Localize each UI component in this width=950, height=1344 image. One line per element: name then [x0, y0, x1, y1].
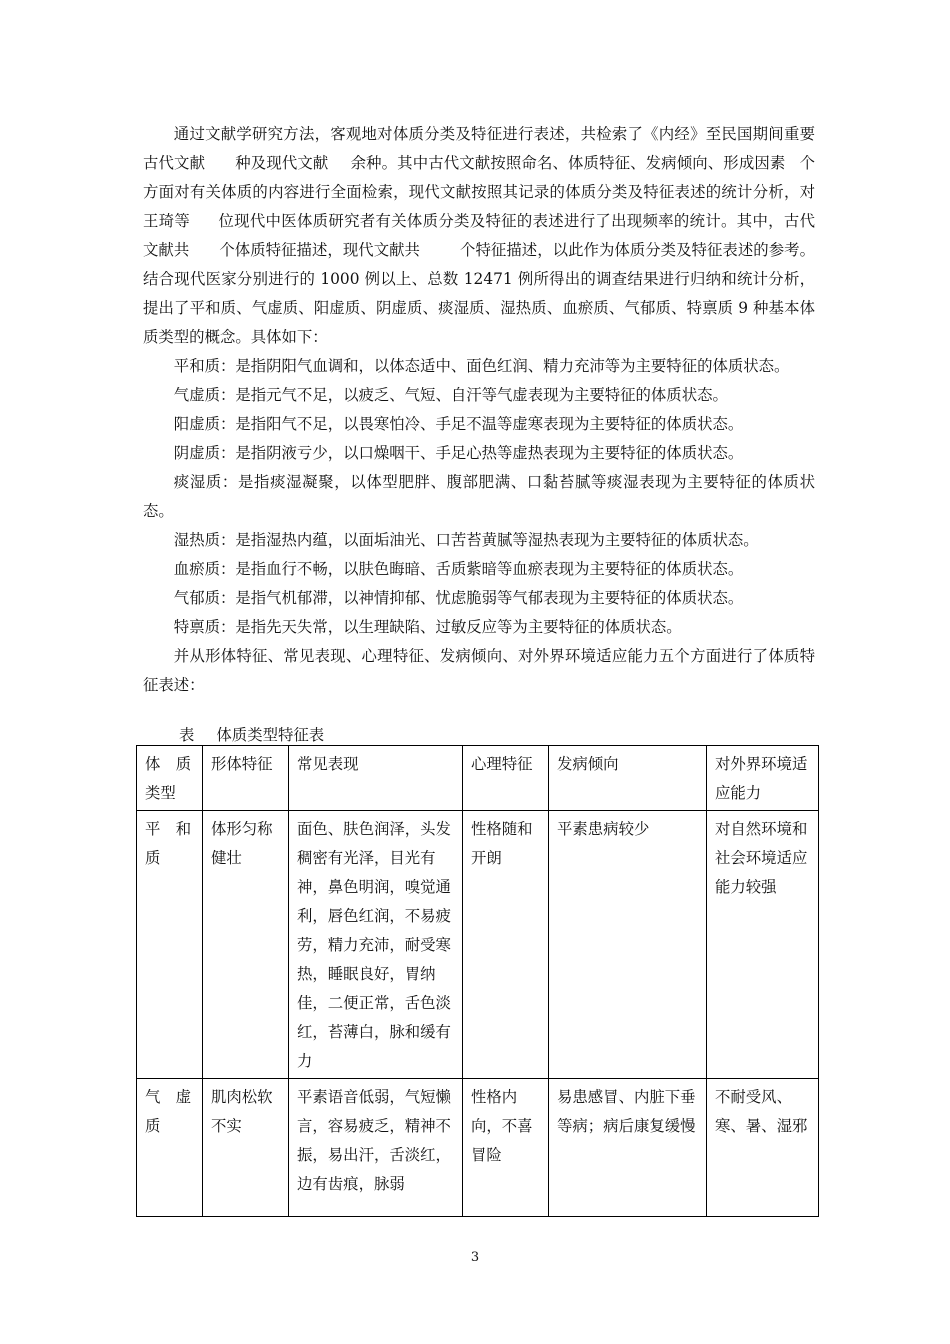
table-header-row: [137, 746, 819, 811]
header-cell: 心理特征: [463, 746, 549, 811]
table-cell: 易患感冒、内脏下垂等病；病后康复缓慢: [549, 1079, 707, 1217]
intro-text: 个方面对有关体质的内容进行全面检索，现代文献按照其记录的体质分类及特征表述的统计分析，对王琦等: [143, 154, 815, 230]
table-cell: 体形匀称健壮: [203, 811, 289, 1079]
caption-title: 体质类型特征表: [216, 726, 325, 744]
intro-text: 余种。其中古代文献按照命名、体质特征、发病倾向、形成因素: [350, 154, 786, 172]
intro-text: 通过文献学研究方法，客观地对体质分类及特征进行表述，共检索了《内经》至民国期间重要古代文献: [143, 125, 815, 172]
page-number: 3: [470, 1250, 480, 1265]
definition-tebing: 特禀质：是指先天失常，以生理缺陷、过敏反应等为主要特征的体质状态。: [173, 618, 682, 636]
header-cell: 形体特征: [203, 746, 289, 811]
table-cell: 性格内向，不喜冒险: [463, 1079, 549, 1217]
definition-qixu: 气虚质：是指元气不足，以疲乏、气短、自汗等气虚表现为主要特征的体质状态。: [173, 386, 728, 404]
intro-text: 种及现代文献: [235, 154, 329, 172]
table-row: [137, 811, 819, 1079]
table-cell: 面色、肤色润泽，头发稠密有光泽，目光有神，鼻色明润，嗅觉通利，唇色红润，不易疲劳，精力充沛，耐受寒热，睡眠良好，胃纳佳，二便正常，舌色淡红，苔薄白，脉和缓有力: [289, 811, 463, 1079]
intro-paragraph: [143, 120, 815, 352]
definition-yangxu: 阳虚质：是指阳气不足，以畏寒怕冷、手足不温等虚寒表现为主要特征的体质状态。: [173, 415, 744, 433]
table-cell: 平素患病较少: [549, 811, 707, 1079]
header-cell: 常见表现: [289, 746, 463, 811]
header-cell: 体 质类型: [137, 746, 203, 811]
body-text: [143, 120, 815, 700]
definition-xueyu: 血瘀质：是指血行不畅，以肤色晦暗、舌质紫暗等血瘀表现为主要特征的体质状态。: [173, 560, 744, 578]
table-cell: 肌肉松软不实: [203, 1079, 289, 1217]
table-cell: 平 和质: [137, 811, 203, 1079]
intro-text: 个特征描述，以此作为体质分类及特征表述的参考。结合现代医家分别进行的 1000 例以上、总数 12471 例所得出的调查结果进行归纳和统计分析，提出了平和质、气虚质、阳虚质、阴虚质、痰湿质、湿热质、血瘀质、气郁质、特禀质 9 种基本体质类型的概念。具体如下：: [143, 241, 815, 346]
closing-paragraph: 并从形体特征、常见表现、心理特征、发病倾向、对外界环境适应能力五个方面进行了体质特征表述：: [143, 647, 815, 694]
definition-pinghe: 平和质：是指阴阳气血调和，以体态适中、面色红润、精力充沛等为主要特征的体质状态。: [173, 357, 790, 375]
intro-text: 位现代中医体质研究者有关体质分类及特征的表述进行了出现频率的统计。其中，古代文献共: [143, 212, 815, 259]
table-cell: 对自然环境和社会环境适应能力较强: [707, 811, 819, 1079]
table-cell: 不耐受风、寒、暑、湿邪: [707, 1079, 819, 1217]
definition-qiyu: 气郁质：是指气机郁滞，以神情抑郁、忧虑脆弱等气郁表现为主要特征的体质状态。: [173, 589, 744, 607]
header-cell: 对外界环境适应能力: [707, 746, 819, 811]
caption-prefix: 表: [179, 726, 195, 744]
table-cell: 性格随和开朗: [463, 811, 549, 1079]
table-cell: 气 虚质: [137, 1079, 203, 1217]
definition-tanshi: 痰湿质：是指痰湿凝聚，以体型肥胖、腹部肥满、口黏苔腻等痰湿表现为主要特征的体质状态。: [143, 473, 815, 520]
intro-text: 个体质特征描述，现代文献共: [219, 241, 420, 259]
header-cell: 发病倾向: [549, 746, 707, 811]
definition-yinxu: 阴虚质：是指阴液亏少，以口燥咽干、手足心热等虚热表现为主要特征的体质状态。: [173, 444, 744, 462]
definition-shire: 湿热质：是指湿热内蕴，以面垢油光、口苦苔黄腻等湿热表现为主要特征的体质状态。: [173, 531, 759, 549]
table-row: [137, 1079, 819, 1217]
table-cell: 平素语音低弱，气短懒言，容易疲乏，精神不振，易出汗，舌淡红，边有齿痕，脉弱: [289, 1079, 463, 1217]
table-caption: [179, 724, 324, 746]
constitution-table: [136, 745, 819, 1217]
